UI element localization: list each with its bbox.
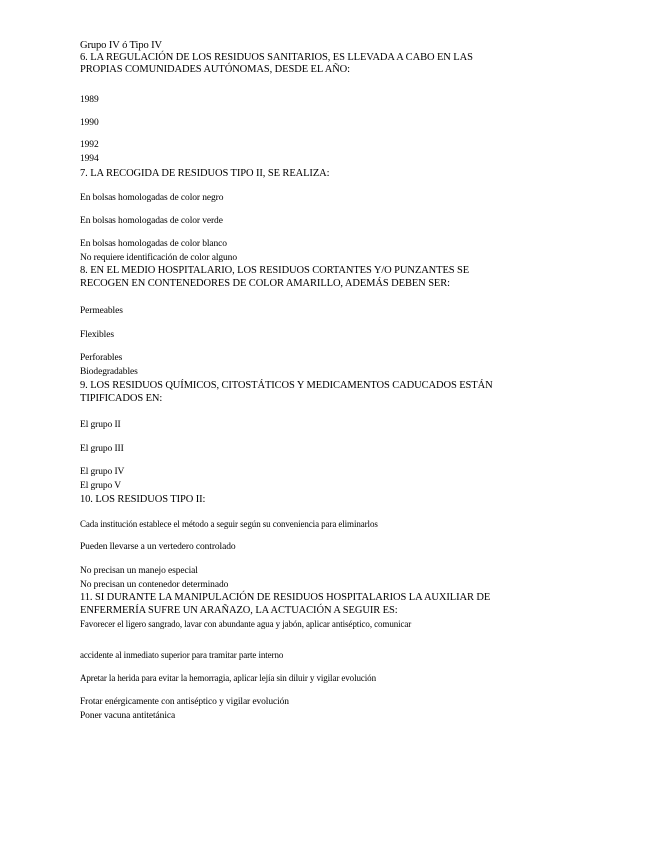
- question-8-title-line-2: RECOGEN EN CONTENEDORES DE COLOR AMARILLO, ADEMÁS DEBEN SER:: [80, 278, 450, 289]
- question-6-option-d: 1994: [80, 154, 99, 164]
- question-6-option-a: 1989: [80, 95, 99, 105]
- question-10-title-line-1: 10. LOS RESIDUOS TIPO II:: [80, 494, 206, 505]
- question-6-option-c: 1992: [80, 140, 99, 150]
- question-9-title-line-1: 9. LOS RESIDUOS QUÍMICOS, CITOSTÁTICOS Y MEDICAMENTOS CADUCADOS ESTÁN: [80, 380, 493, 391]
- question-9-option-a: El grupo II: [80, 420, 121, 430]
- question-9-option-b: El grupo III: [80, 444, 124, 454]
- question-10-option-d: No precisan un contenedor determinado: [80, 580, 229, 590]
- question-7-option-a: En bolsas homologadas de color negro: [80, 193, 224, 203]
- question-8-option-b: Flexibles: [80, 330, 114, 340]
- question-11-option-c: Frotar enérgicamente con antiséptico y vigilar evolución: [80, 697, 289, 707]
- question-6-title-line-2: PROPIAS COMUNIDADES AUTÓNOMAS, DESDE EL AÑO:: [80, 64, 350, 75]
- question-7-option-d: No requiere identificación de color alguno: [80, 253, 237, 263]
- page-header: Grupo IV ó Tipo IV: [80, 40, 163, 51]
- question-10-option-c: No precisan un manejo especial: [80, 566, 198, 576]
- question-11-option-a: Favorecer el ligero sangrado, lavar con abundante agua y jabón, aplicar antiséptico, comunicar: [80, 619, 412, 629]
- question-11-option-b: Apretar la herida para evitar la hemorragia, aplicar lejía sin diluir y vigilar evolución: [80, 673, 376, 683]
- question-10-option-a: Cada institución establece el método a seguir según su conveniencia para eliminarlos: [80, 519, 378, 529]
- question-8-option-d: Biodegradables: [80, 367, 138, 377]
- question-9-option-d: El grupo V: [80, 481, 122, 491]
- question-9-title-line-2: TIPIFICADOS EN:: [80, 393, 163, 404]
- question-11-title-line-1: 11. SI DURANTE LA MANIPULACIÓN DE RESIDUOS HOSPITALARIOS LA AUXILIAR DE: [80, 592, 491, 603]
- question-11-option-a-continued: accidente al inmediato superior para tramitar parte interno: [80, 650, 284, 660]
- question-11-title-line-2: ENFERMERÍA SUFRE UN ARAÑAZO, LA ACTUACIÓN A SEGUIR ES:: [80, 605, 398, 616]
- question-7-option-b: En bolsas homologadas de color verde: [80, 216, 223, 226]
- question-8-title-line-1: 8. EN EL MEDIO HOSPITALARIO, LOS RESIDUOS CORTANTES Y/O PUNZANTES SE: [80, 265, 470, 276]
- question-9-option-c: El grupo IV: [80, 467, 125, 477]
- question-6-option-b: 1990: [80, 118, 99, 128]
- question-8-option-c: Perforables: [80, 353, 123, 363]
- question-7-option-c: En bolsas homologadas de color blanco: [80, 239, 227, 249]
- question-7-title-line-1: 7. LA RECOGIDA DE RESIDUOS TIPO II, SE REALIZA:: [80, 168, 330, 179]
- question-10-option-b: Pueden llevarse a un vertedero controlado: [80, 542, 236, 552]
- question-8-option-a: Permeables: [80, 306, 123, 316]
- question-6-title-line-1: 6. LA REGULACIÓN DE LOS RESIDUOS SANITARIOS, ES LLEVADA A CABO EN LAS: [80, 52, 473, 63]
- question-11-option-d: Poner vacuna antitetánica: [80, 711, 176, 721]
